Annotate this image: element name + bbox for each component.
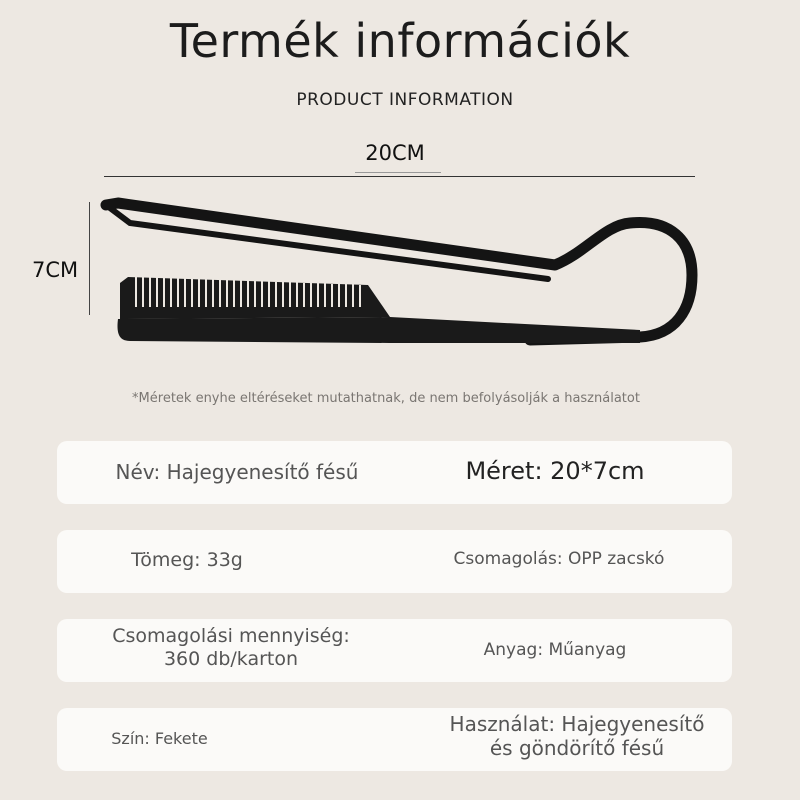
spec-usage <box>427 712 727 760</box>
width-dimension-label: 20CM <box>365 141 425 165</box>
spec-package-quantity-line-1: Csomagolási mennyiség: <box>112 625 350 647</box>
spec-usage-line-2: és göndörítő fésű <box>489 736 665 760</box>
spec-package-quantity-line-2: 360 db/karton <box>163 647 299 670</box>
spec-packaging: Csomagolás: OPP zacskó <box>453 549 665 569</box>
spec-card-row-1 <box>57 441 732 504</box>
width-dimension-line <box>104 176 695 177</box>
width-dimension-tick <box>355 172 441 173</box>
spec-card-row-3 <box>57 619 732 682</box>
spec-weight: Tömeg: 33g <box>131 549 243 571</box>
height-dimension-line <box>89 202 90 315</box>
page-title: Termék információk <box>169 14 631 68</box>
spec-size: Méret: 20*7cm <box>465 457 645 485</box>
spec-color: Szín: Fekete <box>111 729 208 748</box>
spec-material: Anyag: Műanyag <box>483 640 627 660</box>
comb-icon <box>100 195 710 360</box>
spec-usage-line-1: Használat: Hajegyenesítő <box>449 712 705 736</box>
spec-card-row-4 <box>57 708 732 771</box>
size-disclaimer-note: *Méretek enyhe eltéréseket mutathatnak, de nem befolyásolják a használatot <box>132 391 640 406</box>
spec-name: Név: Hajegyenesítő fésű <box>115 460 359 484</box>
height-dimension-label: 7CM <box>32 258 79 282</box>
spec-card-row-2 <box>57 530 732 593</box>
page-subtitle: PRODUCT INFORMATION <box>296 90 514 110</box>
spec-package-quantity <box>81 625 381 671</box>
